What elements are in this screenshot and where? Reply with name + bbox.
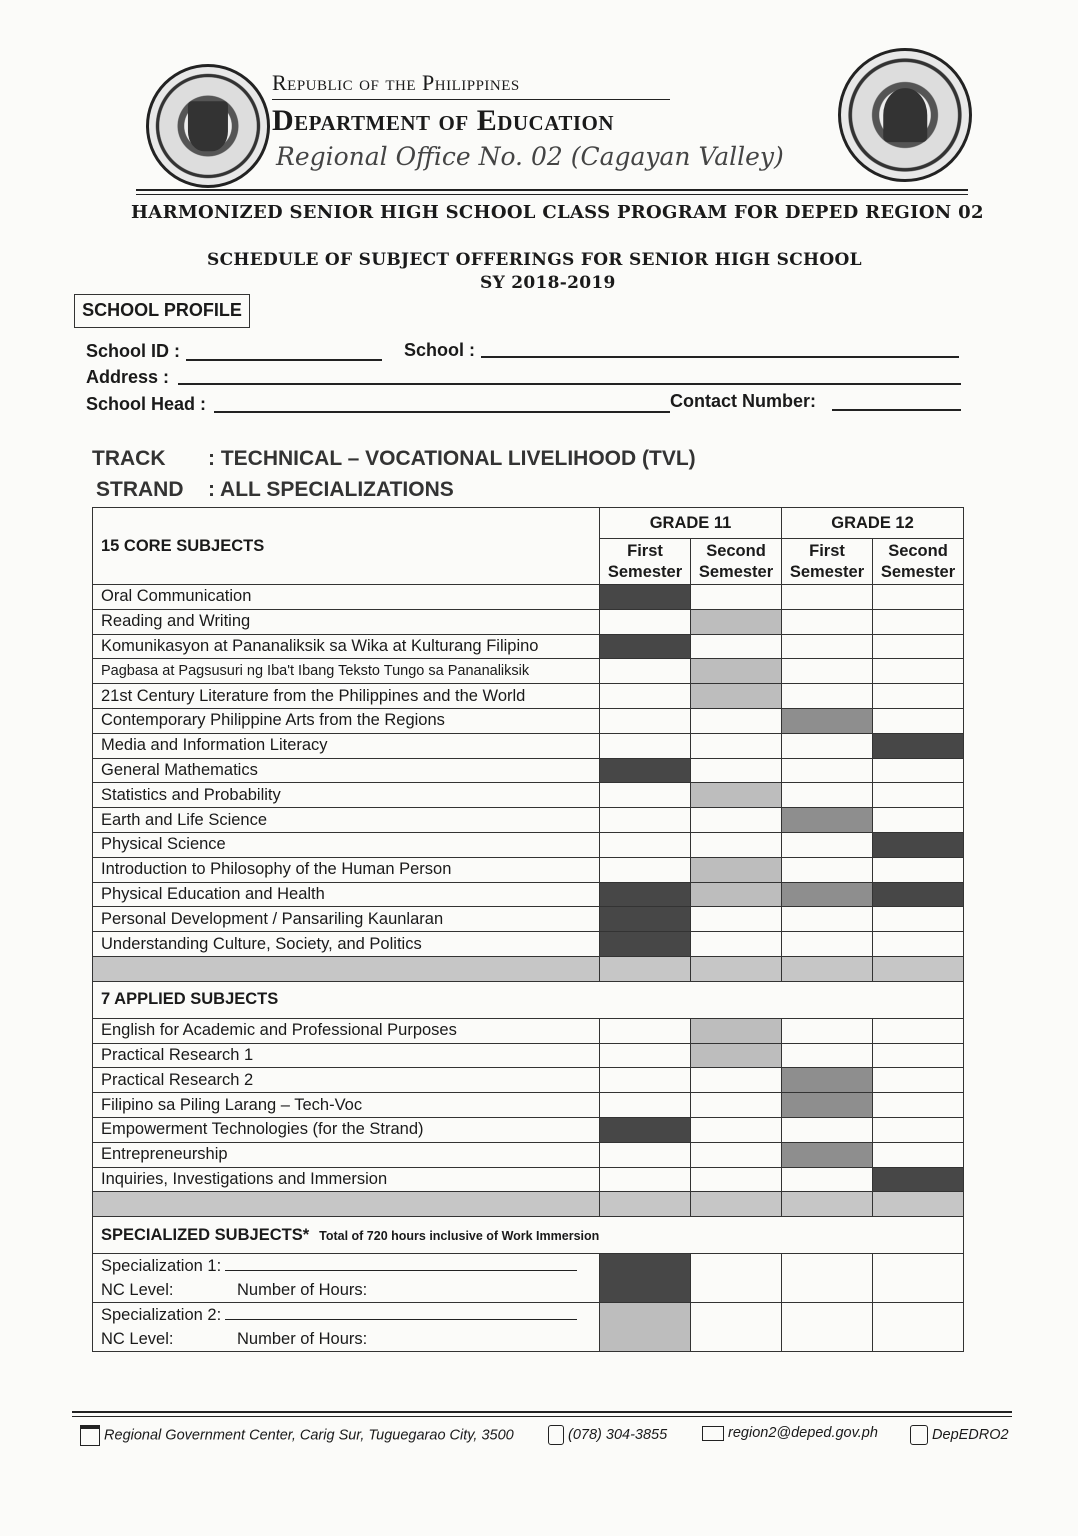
strand-value: : ALL SPECIALIZATIONS (208, 478, 454, 501)
table-row (93, 708, 964, 733)
g12-first-cell (782, 1043, 873, 1068)
footer-email: region2@deped.gov.ph (702, 1425, 878, 1441)
contact-number-label: Contact Number: (670, 391, 817, 411)
table-header-row (93, 508, 964, 539)
footer-address: Regional Government Center, Carig Sur, Tuguegarao City, 3500 (80, 1425, 514, 1446)
g12-second-cell (873, 907, 964, 932)
section-title: 7 APPLIED SUBJECTS (101, 990, 279, 1009)
subject-name: Empowerment Technologies (for the Strand) (93, 1117, 600, 1142)
number-of-hours-label: Number of Hours: (237, 1330, 368, 1349)
track-value: : TECHNICAL – VOCATIONAL LIVELIHOOD (TVL) (208, 447, 696, 470)
school-profile-label: SCHOOL PROFILE (82, 300, 242, 320)
subject-name: Earth and Life Science (93, 808, 600, 833)
g11-second-cell (691, 585, 782, 610)
g11-second-cell (691, 659, 782, 684)
school-id-label: School ID : (86, 341, 180, 361)
regional-seal-logo (838, 48, 972, 182)
g11-second-cell (691, 808, 782, 833)
g12-first-cell (782, 1167, 873, 1192)
g12-first-cell (782, 808, 873, 833)
phone-icon (548, 1425, 564, 1445)
nc-level-label: NC Level: (101, 1330, 174, 1349)
building-icon (80, 1425, 100, 1446)
g12-first-cell (782, 634, 873, 659)
spacer-cell (691, 956, 782, 981)
g11-first-cell (600, 932, 691, 957)
subject-name: Personal Development / Pansariling Kaunlaran (93, 907, 600, 932)
g12-second-cell (873, 659, 964, 684)
g11-first-cell (600, 1043, 691, 1068)
g12-second-cell (873, 733, 964, 758)
specialized-note: Total of 720 hours inclusive of Work Immersion (319, 1228, 600, 1243)
g11-first-cell (600, 1254, 691, 1303)
school-profile-box (74, 294, 250, 328)
g12-first-cell (782, 609, 873, 634)
g12-first-cell (782, 684, 873, 709)
bottom-rule-1 (72, 1411, 1012, 1413)
subject-name: 21st Century Literature from the Philippines and the World (93, 684, 600, 709)
g11-second-cell (691, 1093, 782, 1118)
specialization-row (93, 1303, 964, 1352)
g12-second-semester-header: Second Semester (873, 539, 964, 585)
g12-first-cell (782, 1117, 873, 1142)
address-field[interactable] (178, 383, 961, 385)
table-row (93, 832, 964, 857)
applied-subjects-title (93, 981, 964, 1018)
g12-second-cell (873, 882, 964, 907)
specialization-label: Specialization 2: (101, 1306, 222, 1325)
g11-second-cell (691, 1254, 782, 1303)
spacer-cell (782, 956, 873, 981)
section-header-row (93, 981, 964, 1018)
g12-first-cell (782, 832, 873, 857)
facebook-icon (910, 1425, 928, 1445)
spacer-cell (93, 1192, 600, 1217)
g11-second-cell (691, 634, 782, 659)
header-regional-office: Regional Office No. 02 (Cagayan Valley) (276, 142, 784, 171)
subject-name: Practical Research 1 (93, 1043, 600, 1068)
grade-11-header: GRADE 11 (600, 508, 782, 539)
specialization-field[interactable] (225, 1254, 577, 1271)
spacer-cell (600, 1192, 691, 1217)
g12-second-cell (873, 808, 964, 833)
g11-first-cell (600, 634, 691, 659)
g12-first-cell (782, 1068, 873, 1093)
contact-number-field[interactable] (832, 409, 961, 411)
specialization-field[interactable] (225, 1303, 577, 1320)
g11-second-cell (691, 1117, 782, 1142)
table-row (93, 609, 964, 634)
g11-second-cell (691, 1043, 782, 1068)
bottom-rule-2 (72, 1416, 1012, 1417)
school-id-field[interactable] (186, 359, 382, 361)
g11-second-cell (691, 1142, 782, 1167)
g11-second-cell (691, 882, 782, 907)
school-label: School : (404, 340, 475, 360)
g12-second-cell (873, 634, 964, 659)
header-department: Department of Education (272, 104, 614, 137)
g11-first-cell (600, 585, 691, 610)
section-header-row (93, 1217, 964, 1254)
table-row (93, 907, 964, 932)
table-row (93, 634, 964, 659)
document-subtitle: SCHEDULE OF SUBJECT OFFERINGS FOR SENIOR HIGH SCHOOL (207, 250, 862, 270)
table-row (93, 733, 964, 758)
g11-first-cell (600, 1093, 691, 1118)
g11-second-cell (691, 832, 782, 857)
g11-second-cell (691, 857, 782, 882)
g11-first-cell (600, 758, 691, 783)
g11-second-cell (691, 932, 782, 957)
g12-first-cell (782, 857, 873, 882)
address-label: Address : (86, 367, 170, 387)
footer-facebook: DepEDRO2 (910, 1425, 1009, 1445)
g11-first-cell (600, 1142, 691, 1167)
document-title: HARMONIZED SENIOR HIGH SCHOOL CLASS PROGRAM FOR DEPED REGION 02 (131, 202, 984, 223)
g11-first-cell (600, 832, 691, 857)
g12-first-cell (782, 585, 873, 610)
deped-seal-logo (146, 64, 270, 188)
table-row (93, 932, 964, 957)
subject-name: Reading and Writing (93, 609, 600, 634)
subject-name: Filipino sa Piling Larang – Tech-Voc (93, 1093, 600, 1118)
g12-first-cell (782, 907, 873, 932)
g11-second-semester-header: Second Semester (691, 539, 782, 585)
school-field[interactable] (481, 356, 959, 358)
g12-second-cell (873, 1117, 964, 1142)
table-row (93, 1043, 964, 1068)
subject-name: Oral Communication (93, 585, 600, 610)
g12-second-cell (873, 609, 964, 634)
g12-first-cell (782, 783, 873, 808)
subject-name: Entrepreneurship (93, 1142, 600, 1167)
g11-second-cell (691, 684, 782, 709)
g12-first-cell (782, 1093, 873, 1118)
specialization-row (93, 1254, 964, 1303)
g12-first-cell (782, 932, 873, 957)
table-row (93, 1117, 964, 1142)
g11-first-cell (600, 1117, 691, 1142)
g12-first-cell (782, 659, 873, 684)
g11-second-cell (691, 1303, 782, 1352)
g11-first-cell (600, 1068, 691, 1093)
school-head-label: School Head : (86, 394, 207, 414)
subject-name: Pagbasa at Pagsusuri ng Iba't Ibang Teksto Tungo sa Pananaliksik (93, 659, 600, 684)
g11-first-cell (600, 857, 691, 882)
g12-first-cell (782, 758, 873, 783)
subject-name: Contemporary Philippine Arts from the Regions (93, 708, 600, 733)
track-label: TRACK (92, 447, 166, 470)
g12-second-cell (873, 1068, 964, 1093)
spacer-row (93, 956, 964, 981)
g11-first-cell (600, 882, 691, 907)
g11-second-cell (691, 1167, 782, 1192)
g12-second-cell (873, 832, 964, 857)
subject-name: Media and Information Literacy (93, 733, 600, 758)
school-head-field[interactable] (214, 411, 670, 413)
g12-second-cell (873, 585, 964, 610)
g12-second-cell (873, 1303, 964, 1352)
g12-first-cell (782, 882, 873, 907)
subject-name: Komunikasyon at Pananaliksik sa Wika at Kulturang Filipino (93, 634, 600, 659)
specialization-2 (93, 1303, 600, 1352)
g12-first-cell (782, 733, 873, 758)
g11-second-cell (691, 708, 782, 733)
g11-first-cell (600, 659, 691, 684)
subject-name: Statistics and Probability (93, 783, 600, 808)
g11-first-cell (600, 1167, 691, 1192)
g12-second-cell (873, 684, 964, 709)
g11-first-cell (600, 783, 691, 808)
table-row (93, 1167, 964, 1192)
table-row (93, 1142, 964, 1167)
g11-first-cell (600, 1303, 691, 1352)
subject-name: Practical Research 2 (93, 1068, 600, 1093)
spacer-cell (93, 956, 600, 981)
grade-12-header: GRADE 12 (782, 508, 964, 539)
g11-first-cell (600, 609, 691, 634)
g12-second-cell (873, 708, 964, 733)
subject-name: Inquiries, Investigations and Immersion (93, 1167, 600, 1192)
table-row (93, 1068, 964, 1093)
g12-second-cell (873, 1254, 964, 1303)
g12-first-cell (782, 1142, 873, 1167)
spacer-cell (873, 1192, 964, 1217)
g12-second-cell (873, 1167, 964, 1192)
g11-first-cell (600, 684, 691, 709)
subject-name: General Mathematics (93, 758, 600, 783)
table-row (93, 585, 964, 610)
g11-second-cell (691, 1018, 782, 1043)
g12-second-cell (873, 857, 964, 882)
schedule-table (92, 507, 964, 1352)
g12-second-cell (873, 1018, 964, 1043)
specialization-label: Specialization 1: (101, 1257, 222, 1276)
g12-first-cell (782, 1018, 873, 1043)
g11-first-cell (600, 1018, 691, 1043)
g12-second-cell (873, 1093, 964, 1118)
g11-second-cell (691, 907, 782, 932)
top-rule-1 (136, 189, 968, 191)
g12-second-cell (873, 932, 964, 957)
table-row (93, 758, 964, 783)
g12-second-cell (873, 1142, 964, 1167)
footer-phone: (078) 304-3855 (548, 1425, 667, 1445)
g11-second-cell (691, 1068, 782, 1093)
table-row (93, 808, 964, 833)
number-of-hours-label: Number of Hours: (237, 1281, 368, 1300)
g12-second-cell (873, 1043, 964, 1068)
g11-second-cell (691, 733, 782, 758)
g11-second-cell (691, 609, 782, 634)
table-row (93, 659, 964, 684)
header-divider (272, 99, 670, 100)
g12-second-cell (873, 758, 964, 783)
specialization-1 (93, 1254, 600, 1303)
subject-name: Introduction to Philosophy of the Human Person (93, 857, 600, 882)
top-rule-2 (136, 194, 968, 195)
spacer-cell (600, 956, 691, 981)
g11-first-cell (600, 708, 691, 733)
g12-second-cell (873, 783, 964, 808)
spacer-cell (691, 1192, 782, 1217)
spacer-cell (873, 956, 964, 981)
subject-name: Physical Science (93, 832, 600, 857)
subject-name: English for Academic and Professional Purposes (93, 1018, 600, 1043)
strand-label: STRAND (96, 478, 184, 501)
table-row (93, 684, 964, 709)
g12-first-semester-header: First Semester (782, 539, 873, 585)
g11-second-cell (691, 783, 782, 808)
specialized-subjects-title (93, 1217, 964, 1254)
g11-second-cell (691, 758, 782, 783)
subject-name: Understanding Culture, Society, and Politics (93, 932, 600, 957)
table-row (93, 783, 964, 808)
core-subjects-title: 15 CORE SUBJECTS (93, 508, 600, 585)
table-row (93, 857, 964, 882)
table-row (93, 1093, 964, 1118)
g12-first-cell (782, 708, 873, 733)
g11-first-cell (600, 808, 691, 833)
subject-name: Physical Education and Health (93, 882, 600, 907)
envelope-icon (702, 1426, 724, 1441)
spacer-row (93, 1192, 964, 1217)
section-title: SPECIALIZED SUBJECTS* (101, 1225, 310, 1244)
table-row (93, 882, 964, 907)
nc-level-label: NC Level: (101, 1281, 174, 1300)
g11-first-semester-header: First Semester (600, 539, 691, 585)
g11-first-cell (600, 733, 691, 758)
spacer-cell (782, 1192, 873, 1217)
g11-first-cell (600, 907, 691, 932)
header-republic: Republic of the Philippines (272, 70, 520, 95)
table-row (93, 1018, 964, 1043)
school-year: SY 2018-2019 (480, 273, 616, 293)
g12-first-cell (782, 1303, 873, 1352)
g12-first-cell (782, 1254, 873, 1303)
